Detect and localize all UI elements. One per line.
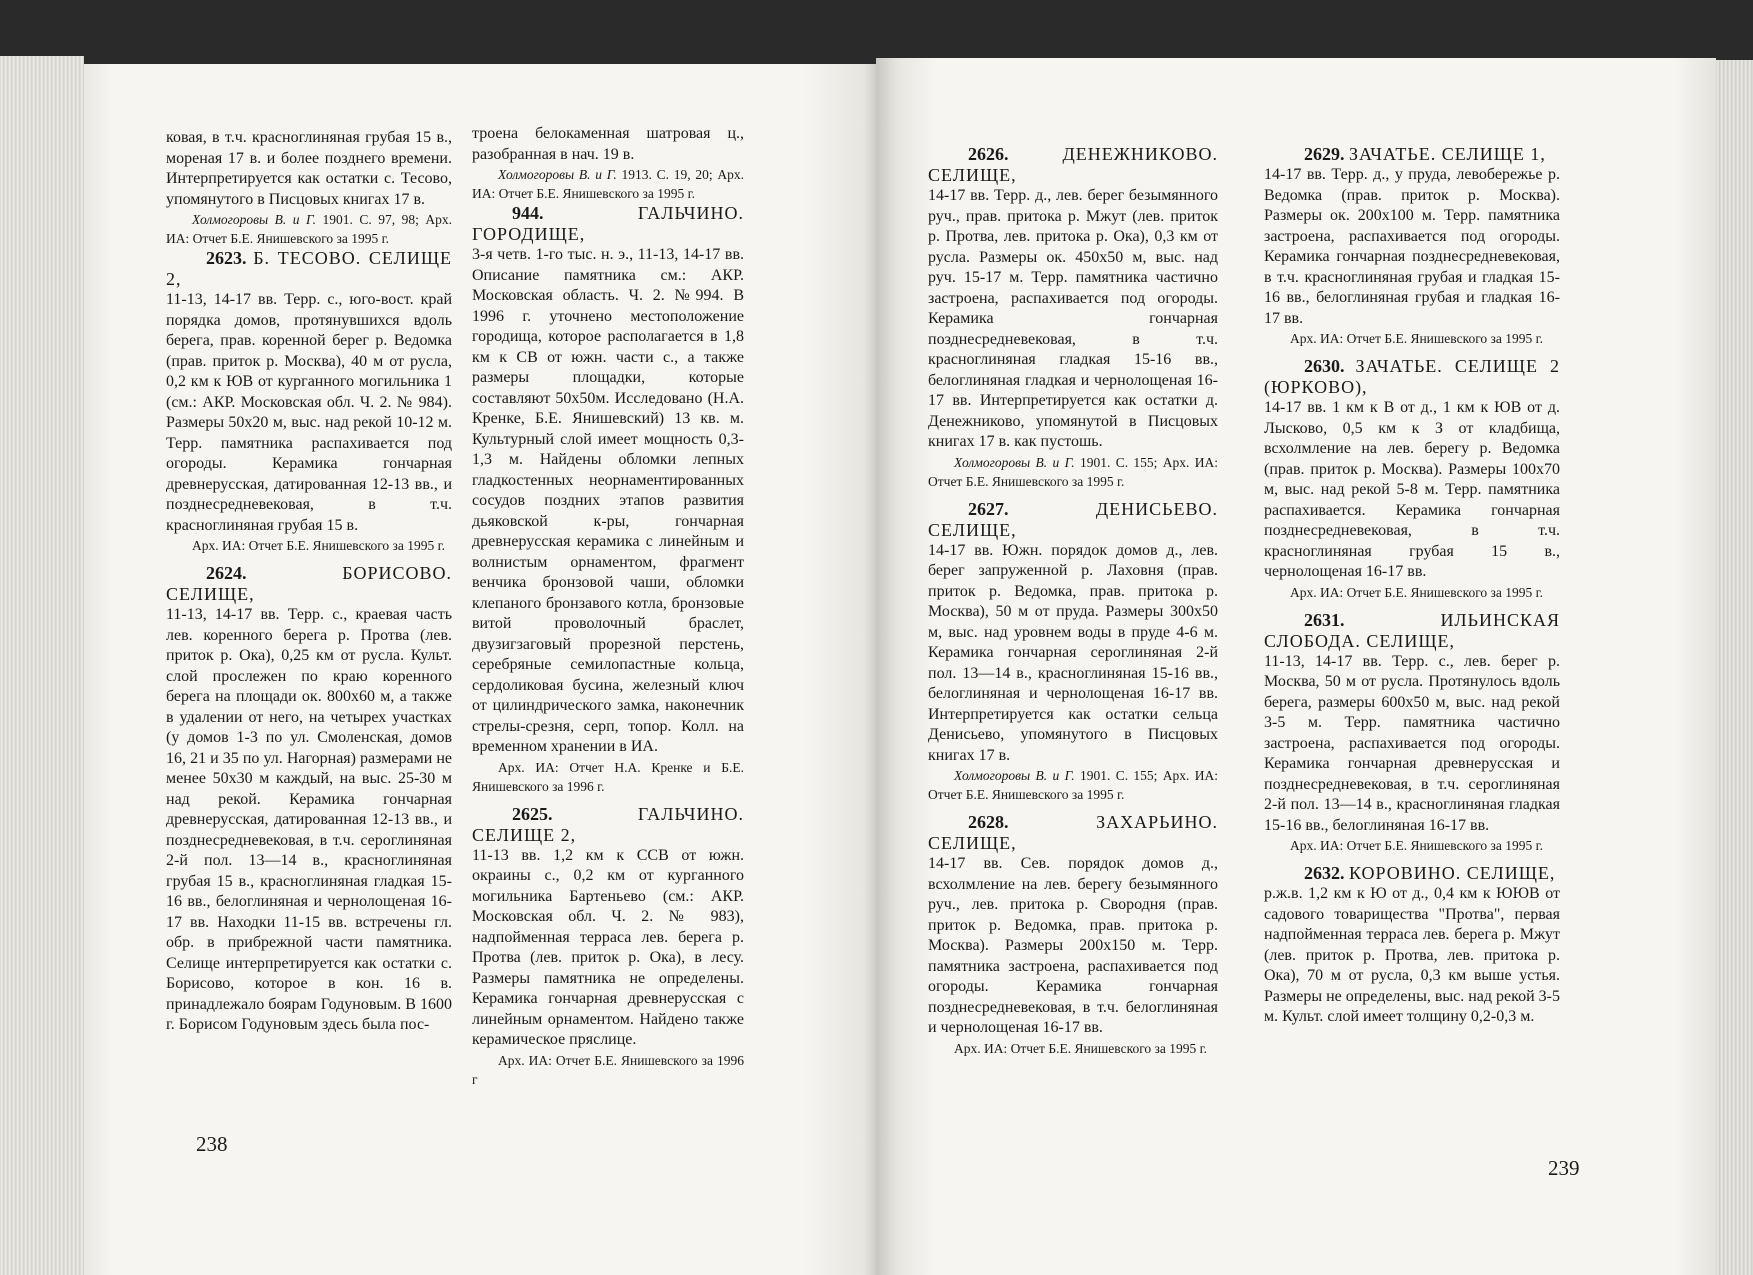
- ref-authors: Холмогоровы В. и Г.: [954, 454, 1075, 470]
- entry-text: 3-я четв. 1-го тыс. н. э., 11-13, 14-17 вв. Описание памятника см.: АКР. Московская область. Ч. 2. №994. В 1996 г. уточнено местоположение городища, которое располагается в 1,8 км к СВ от южн. части с., а также размеры площадки, которые составляют 50х50м. Исследовано (Н.А. Кренке, Б.Е. Янишевский) 13 кв. м. Культурный слой имеет мощность 0,3-1,3 м. Найдены обломки лепных гладкостенных неорнаментированных сосудов поздних этапов развития дьяковской к-ры, гончарная древнерусская керамика с линейным и волнистым орнаментом, фрагмент венчика бронзовой чаши, обломки клепаного бронзавого котла, бронзовые витой проволочный браслет, двузигзаговый прорезной перстень, серебряные семилопастные кольца, сердоликовая бусина, железный ключ от цилиндрического замка, наконечник стрелы-срезня, серп, топор. Колл. на временном хранении в ИА.: [472, 246, 744, 755]
- entry-name: ЗАЧАТЬЕ. СЕЛИЩЕ 1,: [1349, 144, 1546, 164]
- ref-rest: 1913. С. 19, 20; Арх. ИА: Отчет Б.Е. Янишевского за 1995 г.: [472, 167, 744, 201]
- entry-heading: [1264, 610, 1560, 652]
- continuation-ref: [472, 165, 744, 203]
- entry-ref: Арх. ИА: Отчет Б.Е. Янишевского за 1995 г.: [1290, 838, 1543, 853]
- entry-heading: [928, 144, 1218, 186]
- entry-heading: [166, 248, 452, 290]
- entry-number: 2631.: [1304, 609, 1345, 630]
- entry-name: ИЛЬИНСКАЯ СЛОБОДА. СЕЛИЩЕ,: [1264, 609, 1560, 651]
- entry-text: 11-13, 14-17 вв. Терр. с., лев. берег р. Москва, 50 м от русла. Протянулось вдоль берега, размеры 600х50 м, выс. над рекой 3-5 м. Терр. памятника частично застроена, распахивается под огороды. Керамика гончарная древнерусская и позднесредневековая, в т.ч. сероглиняная 2-й пол. 13—14 в., красноглиняная гладкая 15-16 вв., белоглиняная 16-17 вв.: [1264, 652, 1560, 834]
- entry-ref: [928, 766, 1218, 804]
- entry-name: ЗАЧАТЬЕ. СЕЛИЩЕ 2 (ЮРКОВО),: [1264, 356, 1560, 397]
- entry-number: 2627.: [968, 498, 1009, 519]
- entry-2624: [166, 563, 452, 1036]
- entry-number: 2628.: [968, 812, 1009, 832]
- page-number: 238: [196, 1132, 228, 1156]
- entry-ref: Арх. ИА: Отчет Б.Е. Янишевского за 1995 г.: [1290, 331, 1543, 346]
- continuation-text: троена белокаменная шатровая ц., разобранная в нач. 19 в.: [472, 125, 744, 163]
- entry-number: 2629.: [1304, 144, 1345, 164]
- page-number: 239: [1548, 1156, 1580, 1180]
- entry-number: 2632.: [1304, 863, 1345, 883]
- entry-name: БОРИСОВО. СЕЛИЩЕ,: [166, 563, 452, 604]
- entry-text: 14-17 вв. Терр. д., лев. берег безымянного руч., прав. притока р. Мжут (лев. приток р. Протва, лев. притока р. Ока), 0,3 км от русла. Размеры ок. 450х50 м, выс. над руч. 15-17 м. Терр. памятника частично застроена, распахивается под огороды. Керамика гончарная позднесредневековая, в т.ч. красноглиняная гладкая 15-16 вв., белоглиняная гладкая и чернолощеная 16-17 вв. Интерпретируется как остатки д. Денежниково, упомянутой в Писцовых книгах 17 в. как пустошь.: [928, 187, 1218, 450]
- entry-heading: [472, 804, 744, 846]
- entry-name: ДЕНИСЬЕВО. СЕЛИЩЕ,: [928, 498, 1218, 540]
- ref-authors: Холмогоровы В. и Г.: [192, 212, 317, 227]
- continuation-text: ковая, в т.ч. красноглиняная грубая 15 в., мореная 17 в. и более позднего времени. Интерпретируется как остатки с. Тесово, упомянутого в Писцовых книгах 17 в.: [166, 129, 452, 208]
- entry-text: 14-17 вв. Сев. порядок домов д., всхолмление на лев. берегу безымянного руч., лев. притока р. Свородня (прав. приток р. Ведомка, прав. притока р. Москва). Размеры 200х150 м. Терр. памятника застроена, распахивается под огороды. Керамика гончарная позднесредневековая, в т.ч. белоглиняная и чернолощеная 16-17 вв.: [928, 855, 1218, 1036]
- entry-944: [472, 203, 744, 796]
- entry-number: 2626.: [968, 144, 1009, 164]
- entry-name: ГАЛЬЧИНО. СЕЛИЩЕ 2,: [472, 803, 744, 845]
- entry-heading: [1264, 144, 1560, 165]
- entry-text: 11-13, 14-17 вв. Терр. с., краевая часть лев. коренного берега р. Протва (лев. приток р. Ока), 0,25 км от русла. Культ. слой прослежен по краю коренного берега на площади ок. 800х60 м, а также в удалении от него, на четырех участках (у домов 1-3 по ул. Смоленская, домов 16, 21 и 35 по ул. Нагорная) размерами не менее 50х30 м каждый, на выс. 25-30 м над рекой. Керамика гончарная древнерусская, датированная 12-13 вв., и позднесредневековая, в т.ч. сероглиняная 2-й пол. 13—14 в., красноглиняная грубая 15 в., красноглиняная гладкая 15-16 вв., белоглиняная и чернолощеная 16-17 вв. Находки 11-15 вв. встречены гл. обр. в прибрежной части памятника. Селище интерпретируется как остатки с. Борисово, которое в кон. 16 в. принадлежало боярам Годуновым. В 1600 г. Борисом Годуновым здесь была пос-: [166, 606, 452, 1033]
- page-238: [84, 64, 876, 1275]
- left-column-1: [166, 128, 452, 1044]
- continuation-ref: [166, 210, 452, 248]
- entry-ref: Арх. ИА: Отчет Б.Е. Янишевского за 1995 г.: [192, 538, 445, 553]
- ref-rest: 1901. С. 155; Арх. ИА: Отчет Б.Е. Янишевского за 1995 г.: [928, 454, 1218, 489]
- ref-authors: Холмогоровы В. и Г.: [498, 167, 617, 182]
- entry-ref: Арх. ИА: Отчет Н.А. Кренке и Б.Е. Янишевского за 1996 г.: [472, 759, 744, 794]
- entry-name: ГАЛЬЧИНО. ГОРОДИЩЕ,: [472, 203, 744, 244]
- page-239: [876, 58, 1716, 1275]
- entry-heading: [166, 563, 452, 605]
- page-edges-right: [1716, 60, 1753, 1275]
- entry-heading: [928, 812, 1218, 854]
- entry-number: 2625.: [512, 803, 553, 824]
- entry-number: 2624.: [206, 563, 247, 583]
- entry-2623: [166, 248, 452, 555]
- entry-2632: [1264, 863, 1560, 1028]
- entry-name: ЗАХАРЬИНО. СЕЛИЩЕ,: [928, 812, 1218, 853]
- entry-name: Б. ТЕСОВО. СЕЛИЩЕ 2,: [166, 248, 453, 289]
- entry-2625: [472, 804, 744, 1089]
- entry-2626: [928, 144, 1218, 491]
- entry-text: 14-17 вв. Терр. д., у пруда, левобережье р. Ведомка (прав. приток р. Москва). Размеры ок. 200х100 м. Терр. памятника застроена, распахивается под огороды. Керамика гончарная позднесредневековая, в т.ч. красноглиняная грубая и гладкая 15-16 вв., белоглиняная грубая и гладкая 16-17 вв.: [1264, 166, 1560, 327]
- entry-heading: [928, 499, 1218, 541]
- right-column-1: [928, 144, 1218, 1066]
- entry-2629: [1264, 144, 1560, 348]
- entry-2631: [1264, 610, 1560, 856]
- left-column-2: [472, 124, 744, 1097]
- entry-heading: [1264, 863, 1560, 884]
- ref-authors: Холмогоровы В. и Г.: [954, 768, 1075, 783]
- right-column-2: [1264, 144, 1560, 1036]
- entry-text: 11-13, 14-17 вв. Терр. с., юго-вост. край порядка домов, протянувшихся вдоль берега, прав. коренной берег р. Ведомка (прав. приток р. Москва), 40 м от русла, 0,2 км к ЮВ от курганного могильника 1 (см.: АКР. Московская обл. Ч. 2. № 984). Размеры 50х20 м, выс. над рекой 10-12 м. Терр. памятника распахивается под огороды. Керамика гончарная древнерусская, датированная 12-13 вв., и позднесредневековая, в т.ч. красноглиняная грубая 15 в.: [166, 291, 452, 534]
- entry-ref: Арх. ИА: Отчет Б.Е. Янишевского за 1995 г.: [954, 1040, 1207, 1056]
- entry-text: р.ж.в. 1,2 км к Ю от д., 0,4 км к ЮЮВ от садового товарищества "Протва", первая надпойменная терраса лев. берега р. Мжут (лев. приток р. Протва, лев. притока р. Ока), 70 м от русла, 0,3 км выше устья. Размеры не определены, выс. над рекой 3-5 м. Культ. слой имеет толщину 0,2-0,3 м.: [1264, 885, 1560, 1025]
- entry-name: ДЕНЕЖНИКОВО. СЕЛИЩЕ,: [928, 144, 1218, 185]
- ref-rest: 1901. С. 97, 98; Арх. ИА: Отчет Б.Е. Янишевского за 1995 г.: [166, 212, 452, 246]
- entry-2628: [928, 812, 1218, 1058]
- entry-heading: [1264, 356, 1560, 398]
- entry-text: 14-17 вв. Южн. порядок домов д., лев. берег запруженной р. Лаховня (прав. приток р. Ведомка, прав. притока р. Москва), 50 м от пруда. Размеры 300х50 м, выс. над уровнем воды в пруде 4-6 м. Керамика гончарная сероглиняная 2-й пол. 13—14 в., красноглиняная 15-16 вв., белоглиняная и чернолощеная 16-17 вв. Интерпретируется как остатки сельца Денисьево, упомянутого в Писцовых книгах 17 в.: [928, 541, 1218, 764]
- entry-heading: [472, 203, 744, 245]
- entry-name: КОРОВИНО. СЕЛИЩЕ,: [1349, 863, 1556, 883]
- entry-ref: Арх. ИА: Отчет Б.Е. Янишевского за 1995 г.: [1290, 584, 1543, 600]
- entry-number: 2623.: [206, 248, 247, 268]
- entry-text: 11-13 вв. 1,2 км к ССВ от южн. окраины с., 0,2 км от курганного могильника Бартеньево (см.: АКР. Московская обл. Ч. 2. № 983), надпойменная терраса лев. берега р. Протва (лев. приток р. Ока), в лесу. Размеры памятника не определены. Керамика гончарная древнерусская с линейным орнаментом. Найдено также керамическое пряслице.: [472, 846, 744, 1048]
- entry-ref: [928, 453, 1218, 491]
- entry-number: 2630.: [1304, 356, 1345, 376]
- entry-ref: Арх. ИА: Отчет Б.Е. Янишевского за 1996 г: [472, 1052, 744, 1087]
- entry-number: 944.: [512, 203, 544, 223]
- ref-rest: 1901. С. 155; Арх. ИА: Отчет Б.Е. Янишевского за 1995 г.: [928, 768, 1218, 802]
- entry-text: 14-17 вв. 1 км к В от д., 1 км к ЮВ от д. Лысково, 0,5 км к З от кладбища, всхолмление на лев. берегу р. Ведомка (прав. приток р. Москва). Размеры 100х70 м, выс. над рекой 5-8 м. Терр. памятника распахивается. Керамика гончарная позднесредневековая, в т.ч. красноглиняная грубая 15 в., чернолощеная 16-17 вв.: [1264, 399, 1560, 580]
- page-edges-left: [0, 56, 84, 1275]
- entry-2627: [928, 499, 1218, 805]
- entry-2630: [1264, 356, 1560, 602]
